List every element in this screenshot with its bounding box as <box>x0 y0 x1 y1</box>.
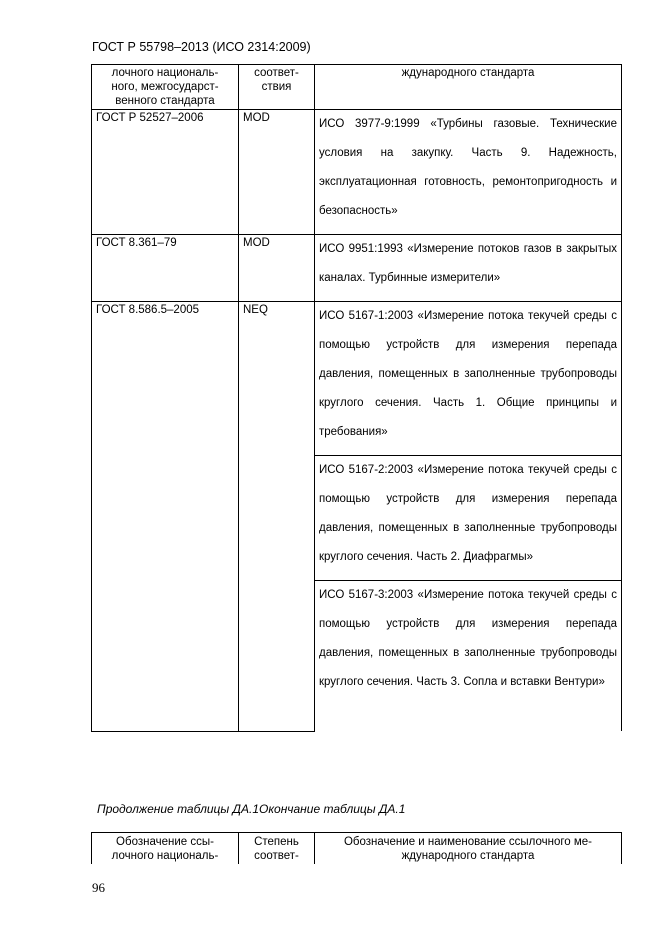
header-reference <box>315 833 622 865</box>
header-reference-text: Обозначение и наименование ссылочного ме- ждународного стандарта <box>343 836 593 862</box>
reference-cell: ИСО 9951:1993 «Измерение потоков газов в закрытых каналах. Турбинные измерители» <box>315 235 622 302</box>
header-designation <box>92 833 239 865</box>
reference-cell: ИСО 3977-9:1999 «Турбины газовые. Технические условия на закупку. Часть 9. Надежность, эксплуатационная готовность, ремонтопригодность и безопасность» <box>315 110 622 235</box>
reference-cell: ИСО 5167-2:2003 «Измерение потока текучей среды с помощью устройств для измерения перепада давления, помещенных в заполненные трубопроводы круглого сечения. Часть 2. Диафрагмы» <box>315 456 622 581</box>
table-row <box>92 235 622 302</box>
reference-cell: ИСО 5167-1:2003 «Измерение потока текучей среды с помощью устройств для измерения перепада давления, помещенных в заполненные трубопроводы круглого сечения. Часть 1. Общие принципы и требования» <box>315 302 622 456</box>
header-reference-text: ждународного стандарта <box>401 67 535 79</box>
page-number: 96 <box>92 880 105 895</box>
header-designation <box>92 65 239 110</box>
header-designation-text: Обозначение ссы- лочного националь- <box>111 836 219 862</box>
table-header-row <box>92 833 622 865</box>
reference-table <box>91 64 622 732</box>
degree-cell: MOD <box>239 110 315 235</box>
header-reference <box>315 65 622 110</box>
table-row <box>92 302 622 456</box>
reference-cell: ИСО 5167-3:2003 «Измерение потока текучей среды с помощью устройств для измерения перепада давления, помещенных в заполненные трубопроводы круглого сечения. Часть 3. Сопла и вставки Вентури» <box>315 581 622 732</box>
header-degree-text: соответ- ствия <box>254 67 299 93</box>
designation-cell: ГОСТ 8.586.5–2005 <box>92 302 239 732</box>
header-degree <box>239 65 315 110</box>
degree-cell: MOD <box>239 235 315 302</box>
designation-cell: ГОСТ 8.361–79 <box>92 235 239 302</box>
header-degree <box>239 833 315 865</box>
designation-cell: ГОСТ Р 52527–2006 <box>92 110 239 235</box>
header-designation-text: лочного националь- ного, межгосударст- венного стандарта <box>111 67 219 107</box>
continuation-label: Продолжение таблицы ДА.1Окончание таблицы ДА.1 <box>97 802 406 816</box>
degree-cell: NEQ <box>239 302 315 732</box>
document-header: ГОСТ Р 55798–2013 (ИСО 2314:2009) <box>92 40 311 54</box>
table-header-repeat <box>91 832 622 864</box>
table-header-row <box>92 65 622 110</box>
header-degree-text: Степень соответ- <box>254 836 299 862</box>
table-row <box>92 110 622 235</box>
